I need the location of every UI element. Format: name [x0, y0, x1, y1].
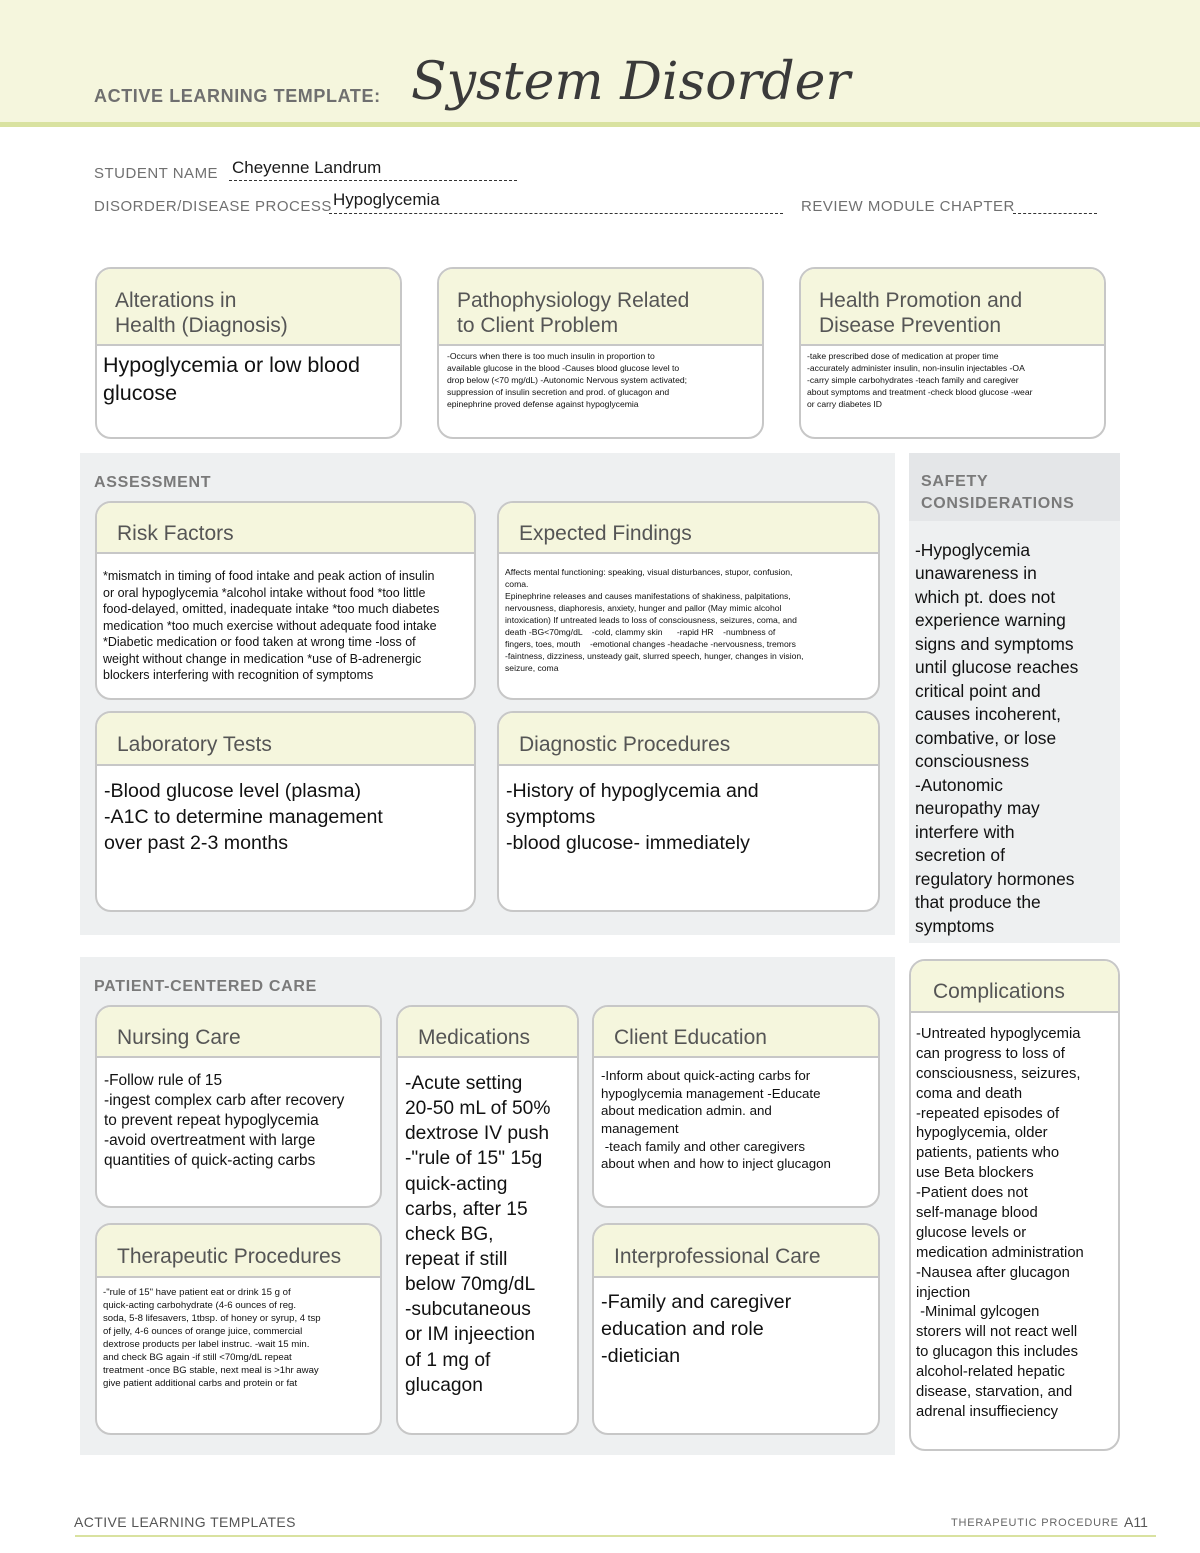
complications-body — [911, 1013, 1118, 1427]
interprofessional-care-title: Interprofessional Care — [614, 1245, 821, 1268]
complications-text-line: patients, patients who — [916, 1145, 1060, 1162]
disorder-value[interactable]: Hypoglycemia — [333, 190, 440, 209]
diagnostic-procedures-body — [499, 766, 878, 860]
alterations-text-line: glucose — [103, 380, 178, 405]
page-number: A11 — [1124, 1514, 1148, 1530]
client-education-card — [592, 1005, 880, 1208]
complications-text-line: hypoglycemia, older — [916, 1125, 1048, 1142]
risk-factors-body — [97, 554, 474, 688]
complications-text-line: can progress to loss of — [916, 1045, 1065, 1062]
expected-findings-card-header — [499, 503, 878, 554]
client-education-card-header — [594, 1007, 878, 1058]
diagnostic-procedures-text-line: symptoms — [506, 806, 596, 829]
risk-factors-text-line: *Diabetic medication or food taken at wrong time -loss of — [103, 635, 416, 649]
health-promotion-body — [801, 346, 1104, 414]
health-promotion-title-line: Health Promotion and — [819, 289, 1023, 312]
safety-text-line: combative, or lose — [915, 727, 1057, 748]
expected-findings-text-line: death -BG<70mg/dL -cold, clammy skin -rapid HR -numbness of — [505, 627, 776, 638]
laboratory-tests-text-line: -Blood glucose level (plasma) — [104, 780, 362, 802]
health-promotion-text-line: about symptoms and treatment -check blood glucose -wear — [807, 387, 1033, 398]
interprofessional-care-text-line: -dietician — [601, 1344, 681, 1367]
medications-card-header — [398, 1007, 577, 1058]
alterations-title-line: Alterations in — [115, 289, 237, 312]
footer-left-label: ACTIVE LEARNING TEMPLATES — [74, 1514, 296, 1530]
interprofessional-care-text-line: -Family and caregiver — [601, 1291, 792, 1313]
interprofessional-care-text-line: education and role — [601, 1317, 764, 1340]
safety-text-line: signs and symptoms — [915, 633, 1074, 654]
medications-text-line: or IM injeection — [405, 1324, 536, 1346]
pathophysiology-body — [439, 346, 762, 414]
expected-findings-text-line: Affects mental functioning: speaking, visual disturbances, stupor, confusion, — [505, 567, 793, 577]
complications-text-line: medication administration — [916, 1244, 1084, 1261]
safety-text-line: interfere with — [915, 821, 1015, 842]
pathophysiology-text-line: -Occurs when there is too much insulin in proportion to — [447, 351, 655, 361]
pathophysiology-title-line: to Client Problem — [457, 313, 619, 337]
health-promotion-text-line: -accurately administer insulin, non-insulin injectables -OA — [807, 363, 1025, 374]
nursing-care-card — [95, 1005, 382, 1208]
client-education-text-line: -Inform about quick-acting carbs for — [601, 1068, 811, 1083]
medications-text-line: check BG, — [405, 1223, 494, 1245]
pathophysiology-text-line: epinephrine proved defense against hypoglycemia — [447, 399, 639, 410]
medications-text-line: quick-acting — [405, 1173, 508, 1195]
medications-text-line: carbs, after 15 — [405, 1198, 528, 1220]
client-education-text-line: -teach family and other caregivers — [601, 1138, 805, 1154]
expected-findings-text-line: seizure, coma — [505, 663, 559, 674]
complications-text-line: use Beta blockers — [916, 1165, 1034, 1182]
alterations-body — [97, 346, 400, 413]
patient-centered-care-section-title: PATIENT-CENTERED CARE — [94, 978, 318, 995]
health-promotion-card-header — [801, 269, 1104, 346]
complications-text-line: -Patient does not — [916, 1185, 1028, 1202]
expected-findings-text-line: intoxication) If untreated leads to loss of consciousness, seizures, coma, and — [505, 615, 797, 626]
safety-text-line: that produce the — [915, 892, 1041, 913]
diagnostic-procedures-card — [497, 711, 880, 912]
risk-factors-text-line: medication *too much exercise without adequate food intake — [103, 618, 437, 633]
therapeutic-procedures-body — [97, 1278, 380, 1395]
health-promotion-text-line: or carry diabetes ID — [807, 399, 882, 410]
laboratory-tests-body — [97, 766, 474, 860]
expected-findings-title: Expected Findings — [519, 522, 692, 545]
laboratory-tests-text-line: over past 2-3 months — [104, 832, 289, 855]
student-name-underline — [229, 180, 517, 181]
safety-text-line: critical point and — [915, 680, 1041, 701]
expected-findings-text-line: -faintness, dizziness, unsteady gait, slurred speech, hunger, changes in vision, — [505, 651, 804, 662]
risk-factors-text-line: food-delayed, omitted, inadequate intake *too much diabetes — [103, 602, 440, 616]
complications-card-header — [911, 961, 1118, 1013]
alterations-card-header — [97, 269, 400, 346]
safety-header — [909, 453, 1120, 521]
safety-text-line: experience warning — [915, 610, 1066, 631]
safety-text-line: which pt. does not — [915, 586, 1056, 607]
safety-text-line: regulatory hormones — [915, 868, 1075, 889]
health-promotion-card — [799, 267, 1106, 439]
pathophysiology-text-line: drop below (<70 mg/dL) -Autonomic Nervous system activated; — [447, 375, 688, 386]
client-education-text-line: about when and how to inject glucagon — [601, 1156, 831, 1172]
alterations-in-health-card — [95, 267, 402, 439]
expected-findings-body — [499, 554, 878, 678]
laboratory-tests-title: Laboratory Tests — [117, 733, 272, 756]
laboratory-tests-card — [95, 711, 476, 912]
disorder-underline — [329, 213, 783, 214]
therapeutic-procedures-text-line: of jelly, 4-6 ounces of orange juice, commercial — [103, 1325, 303, 1337]
therapeutic-procedures-title: Therapeutic Procedures — [117, 1245, 342, 1268]
risk-factors-text-line: or oral hypoglycemia *alcohol intake without food *too little — [103, 585, 426, 600]
complications-text-line: to glucagon this includes — [916, 1344, 1079, 1361]
therapeutic-procedures-text-line: soda, 5-8 lifesavers, 1tbsp. of honey or syrup, 4 tsp — [103, 1312, 321, 1324]
medications-text-line: dextrose IV push — [405, 1123, 549, 1145]
therapeutic-procedures-text-line: quick-acting carbohydrate (4-6 ounces of reg. — [103, 1299, 297, 1311]
complications-text-line: storers will not react well — [916, 1324, 1078, 1341]
risk-factors-title: Risk Factors — [117, 522, 234, 545]
complications-text-line: alcohol-related hepatic — [916, 1364, 1065, 1381]
medications-text-line: below 70mg/dL — [405, 1274, 536, 1296]
medications-card — [396, 1005, 579, 1435]
safety-title-line: SAFETY — [921, 473, 989, 490]
client-education-body — [594, 1058, 878, 1177]
client-education-text-line: about medication admin. and — [601, 1103, 772, 1119]
expected-findings-text-line: Epinephrine releases and causes manifestations of shakiness, palpitations, — [505, 591, 791, 602]
medications-text-line: 20-50 mL of 50% — [405, 1098, 551, 1120]
medications-text-line: -Acute setting — [405, 1073, 523, 1094]
complications-text-line: disease, starvation, and — [916, 1384, 1073, 1401]
interprofessional-care-card — [592, 1223, 880, 1435]
safety-text-line: secretion of — [915, 845, 1005, 866]
safety-text-line: symptoms — [915, 915, 995, 936]
interprofessional-care-body — [594, 1278, 878, 1374]
safety-text-line: unawareness in — [915, 563, 1037, 584]
health-promotion-text-line: -take prescribed dose of medication at proper time — [807, 351, 999, 361]
alterations-title-line: Health (Diagnosis) — [115, 313, 288, 337]
therapeutic-procedures-card — [95, 1223, 382, 1435]
nursing-care-text-line: quantities of quick-acting carbs — [104, 1152, 316, 1170]
safety-text-line: consciousness — [915, 751, 1030, 772]
expected-findings-text-line: fingers, toes, mouth -emotional changes -headache -nervousness, tremors — [505, 639, 796, 650]
laboratory-tests-text-line: -A1C to determine management — [104, 806, 383, 829]
pathophysiology-card — [437, 267, 764, 439]
therapeutic-procedures-text-line: -"rule of 15" have patient eat or drink 15 g of — [103, 1287, 291, 1298]
risk-factors-text-line: blockers interfering with recognition of symptoms — [103, 668, 374, 682]
client-education-title: Client Education — [614, 1026, 767, 1049]
diagnostic-procedures-text-line: -History of hypoglycemia and — [506, 780, 759, 802]
complications-text-line: consciousness, seizures, — [916, 1065, 1081, 1082]
safety-text-line: neuropathy may — [915, 798, 1040, 819]
medications-text-line: -subcutaneous — [405, 1299, 531, 1321]
medications-body — [398, 1058, 577, 1402]
complications-text-line: -repeated episodes of — [916, 1105, 1060, 1122]
student-name-label: STUDENT NAME — [94, 165, 219, 182]
nursing-care-title: Nursing Care — [117, 1026, 241, 1049]
nursing-care-text-line: -ingest complex carb after recovery — [104, 1092, 345, 1110]
template-label: ACTIVE LEARNING TEMPLATE: — [94, 86, 381, 106]
complications-text-line: glucose levels or — [916, 1224, 1027, 1241]
pathophysiology-title-line: Pathophysiology Related — [457, 289, 690, 312]
medications-text-line: -"rule of 15" 15g — [405, 1148, 543, 1170]
safety-text-line: until glucose reaches — [915, 657, 1079, 678]
nursing-care-text-line: -avoid overtreatment with large — [104, 1132, 316, 1150]
complications-card — [909, 959, 1120, 1451]
complications-text-line: -Untreated hypoglycemia — [916, 1026, 1081, 1042]
health-promotion-text-line: -carry simple carbohydrates -teach family and caregiver — [807, 375, 1019, 386]
assessment-section-title: ASSESSMENT — [94, 474, 212, 491]
therapeutic-procedures-text-line: dextrose products per label instruc. -wait 15 min. — [103, 1338, 310, 1350]
health-promotion-title-line: Disease Prevention — [819, 313, 1002, 337]
page-title: System Disorder — [411, 52, 851, 112]
footer-divider — [75, 1535, 1156, 1537]
review-module-underline[interactable] — [1013, 213, 1097, 214]
therapeutic-procedures-text-line: and check BG again -if still <70mg/dL repeat — [103, 1351, 292, 1363]
safety-title-line: CONSIDERATIONS — [921, 495, 1075, 513]
footer-right-label: THERAPEUTIC PROCEDURE — [951, 1517, 1119, 1529]
interprofessional-care-card-header — [594, 1225, 878, 1278]
diagnostic-procedures-text-line: -blood glucose- immediately — [506, 832, 750, 855]
risk-factors-card — [95, 501, 476, 700]
nursing-care-card-header — [97, 1007, 380, 1058]
alterations-text-line: Hypoglycemia or low blood — [103, 353, 360, 377]
medications-title: Medications — [418, 1026, 531, 1049]
expected-findings-text-line: coma. — [505, 579, 529, 590]
complications-title: Complications — [933, 980, 1065, 1003]
complications-text-line: -Minimal gylcogen — [916, 1304, 1040, 1321]
risk-factors-card-header — [97, 503, 474, 554]
therapeutic-procedures-text-line: give patient additional carbs and protein or fat — [103, 1377, 298, 1389]
medications-text-line: glucagon — [405, 1374, 483, 1396]
expected-findings-card — [497, 501, 880, 700]
nursing-care-body — [97, 1058, 380, 1175]
header-divider — [0, 122, 1200, 127]
client-education-text-line: management — [601, 1121, 679, 1137]
risk-factors-text-line: weight without change in medication *use of B-adrenergic — [103, 651, 422, 666]
safety-body — [915, 539, 1115, 938]
safety-text-line: -Autonomic — [915, 774, 1003, 795]
review-module-label: REVIEW MODULE CHAPTER — [801, 198, 1015, 215]
pathophysiology-text-line: suppression of insulin secretion and prod. of glucagon and — [447, 387, 670, 398]
therapeutic-procedures-text-line: treatment -once BG stable, next meal is >1hr away — [103, 1364, 319, 1376]
nursing-care-text-line: -Follow rule of 15 — [104, 1072, 223, 1089]
client-education-text-line: hypoglycemia management -Educate — [601, 1085, 821, 1101]
medications-text-line: of 1 mg of — [405, 1349, 491, 1371]
complications-text-line: -Nausea after glucagon — [916, 1264, 1070, 1281]
complications-text-line: self-manage blood — [916, 1205, 1038, 1222]
pathophysiology-text-line: available glucose in the blood -Causes blood glucose level to — [447, 363, 680, 374]
diagnostic-procedures-title: Diagnostic Procedures — [519, 733, 731, 756]
safety-text-line: causes incoherent, — [915, 704, 1061, 725]
student-name-value[interactable]: Cheyenne Landrum — [232, 158, 382, 177]
disorder-label: DISORDER/DISEASE PROCESS — [94, 198, 332, 215]
complications-text-line: coma and death — [916, 1085, 1023, 1102]
complications-text-line: adrenal insuffieciency — [916, 1403, 1059, 1420]
expected-findings-text-line: nervousness, diaphoresis, anxiety, hunger and pallor (May mimic alcohol — [505, 603, 782, 614]
diagnostic-procedures-card-header — [499, 713, 878, 766]
risk-factors-text-line: *mismatch in timing of food intake and peak action of insulin — [103, 569, 435, 583]
laboratory-tests-card-header — [97, 713, 474, 766]
therapeutic-procedures-card-header — [97, 1225, 380, 1278]
nursing-care-text-line: to prevent repeat hypoglycemia — [104, 1112, 319, 1130]
safety-text-line: -Hypoglycemia — [915, 540, 1031, 560]
complications-text-line: injection — [916, 1284, 971, 1301]
pathophysiology-card-header — [439, 269, 762, 346]
medications-text-line: repeat if still — [405, 1248, 508, 1270]
